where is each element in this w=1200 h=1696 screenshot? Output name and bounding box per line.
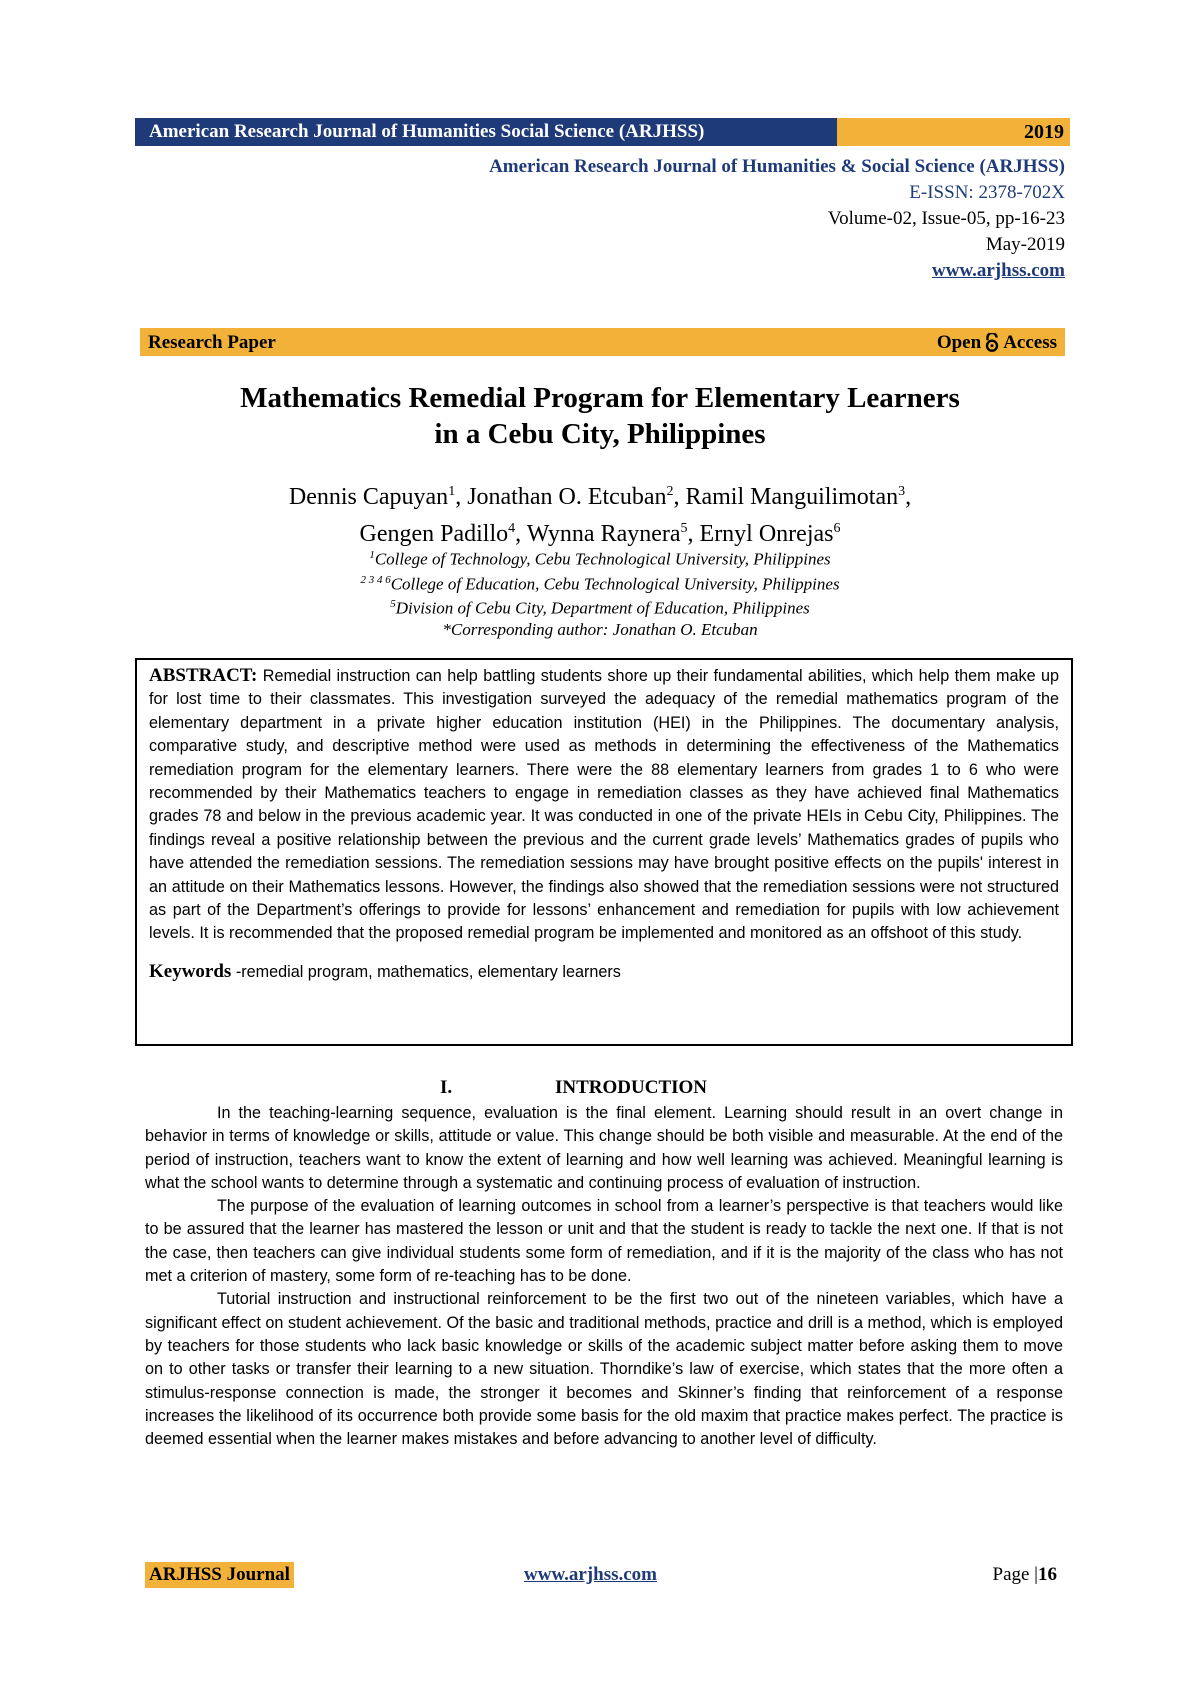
page-number: Page |16 (992, 1564, 1057, 1585)
abstract-box (135, 658, 1073, 1046)
footer-journal: ARJHSS Journal (145, 1562, 294, 1588)
affiliation: $^1$College of Technology, Cebu Technological University, Philippines (369, 549, 831, 569)
journal-meta (489, 154, 1065, 284)
author-name: Gengen Padillo (359, 521, 509, 547)
author-sup: 3 (898, 484, 906, 499)
running-header-journal: American Research Journal of Humanities Social Science (ARJHSS) (135, 118, 837, 146)
author-name: Jonathan O. Etcuban (467, 484, 667, 510)
keywords-label: Keywords (149, 960, 232, 982)
volume-issue: Volume-02, Issue-05, pp-16-23 (827, 208, 1065, 229)
paper-title-line-1: Mathematics Remedial Program for Elementary Learners (240, 382, 960, 414)
author-sup: 1 (448, 484, 456, 499)
issn: E-ISSN: 2378-702X (909, 182, 1065, 203)
open-access-icon (984, 333, 1000, 353)
section-title: INTRODUCTION (555, 1077, 708, 1098)
affiliation: $^{2 3 4 6}$College of Education, Cebu Technological University, Philippines (360, 573, 840, 594)
corresponding-author: *Corresponding author: Jonathan O. Etcuban (442, 619, 758, 639)
paragraph: Tutorial instruction and instructional reinforcement to be the first two out of the nineteen variables, which have a significant effect on student achievement. Of the basic and traditional methods, practice and drill is a method, which is employed by teachers for those students who lack basic knowledge or skills of the academic subject matter before asking them to move on to other tasks or transfer their learning to a new situation. Thorndike’s law of exercise, which states that the more often a stimulus-response connection is made, the stronger it becomes and Skinner’s finding that reinforcement of a response increases the likelihood of its occurrence both provide some basis for the old maxim that practice makes perfect. The practice is deemed essential when the learner makes mistakes and before advancing to another level of difficulty. (145, 1290, 1063, 1449)
section-number: I. (440, 1077, 453, 1098)
paper-type-label: Research Paper (148, 332, 276, 353)
footer-website-link[interactable]: www.arjhss.com (524, 1564, 657, 1585)
paper-type-bar (140, 328, 1065, 356)
journal-website-link[interactable]: www.arjhss.com (932, 260, 1065, 281)
abstract-label: ABSTRACT: (149, 665, 258, 686)
journal-full-title: American Research Journal of Humanities & Social Science (ARJHSS) (489, 156, 1065, 177)
publication-date: May-2019 (985, 234, 1065, 255)
page-footer (140, 1562, 1065, 1590)
author-list: Dennis Capuyan$^1$, Jonathan O. Etcuban$^2$, Ramil Manguilimotan$^3$, Gengen Padillo$^4$, Wynna Raynera$^5$, Ernyl Onrejas$^6$ (288, 484, 912, 547)
author-name: Wynna Raynera (526, 521, 681, 547)
author-sup: 5 (680, 521, 688, 536)
abstract-text: Remedial instruction can help battling students shore up their fundamental abilities, which help them make up for lost time to their classmates. This investigation surveyed the adequacy of the remedial mathematics program of the elementary department in a private higher education institution (HEI) in the Philippines. The documentary analysis, comparative study, and descriptive method were used as methods in determining the effectiveness of the Mathematics remediation program for the elementary learners. There were the 88 elementary learners from grades 1 to 6 who were recommended by their Mathematics teachers to engage in remediation classes as they have achieved final Mathematics grades 78 and below in the previous academic year. It was conducted in one of the private HEIs in Cebu City, Philippines. The findings reveal a positive relationship between the previous and the current grade levels’ Mathematics grades of pupils who have attended the remediation sessions. The remediation sessions may have brought positive effects on the pupils' interest in an attitude on their Mathematics lessons. However, the findings also showed that the remediation sessions were not structured as part of the Department’s offerings to provide for lessons’ enhancement and remediation for pupils with low achievement levels. It is recommended that the proposed remedial program be implemented and monitored as an offshoot of this study. (149, 667, 1059, 943)
author-name: Dennis Capuyan (288, 484, 449, 510)
affiliation: $^5$Division of Cebu City, Department of Education, Philippines (390, 598, 810, 618)
author-sup: 4 (508, 521, 516, 536)
author-name: Ernyl Onrejas (699, 521, 834, 547)
paragraph: The purpose of the evaluation of learning outcomes in school from a learner’s perspective is that teachers would like to be assured that the learner has mastered the lesson or unit and that the student is ready to tackle the next one. If that is not the case, then teachers can give individual students some form of remediation, and if it is the majority of the class who has not met a criterion of mastery, some form of re-teaching has to be done. (145, 1197, 1063, 1286)
running-header (135, 118, 1070, 146)
body-text (145, 1102, 1063, 1451)
author-sup: 2 (666, 484, 674, 499)
open-label: Open (936, 332, 982, 353)
access-label: Access (1003, 332, 1057, 353)
affiliations (0, 545, 1200, 640)
keywords-text: -remedial program, mathematics, elementary learners (231, 962, 621, 981)
running-header-year: 2019 (837, 118, 1070, 146)
paper-title (0, 380, 1200, 452)
paper-title-line-2: in a Cebu City, Philippines (434, 418, 766, 450)
paragraph: In the teaching-learning sequence, evaluation is the final element. Learning should result in an overt change in behavior in terms of knowledge or skills, attitude or value. This change should be both visible and measurable. At the end of the period of instruction, teachers want to know the extent of learning and how well learning was achieved. Meaningful learning is what the school wants to determine through a systematic and continuing process of evaluation of instruction. (145, 1104, 1063, 1192)
author-sup: 6 (833, 521, 841, 536)
author-name: Ramil Manguilimotan (685, 484, 899, 510)
open-access-badge (937, 328, 1057, 358)
